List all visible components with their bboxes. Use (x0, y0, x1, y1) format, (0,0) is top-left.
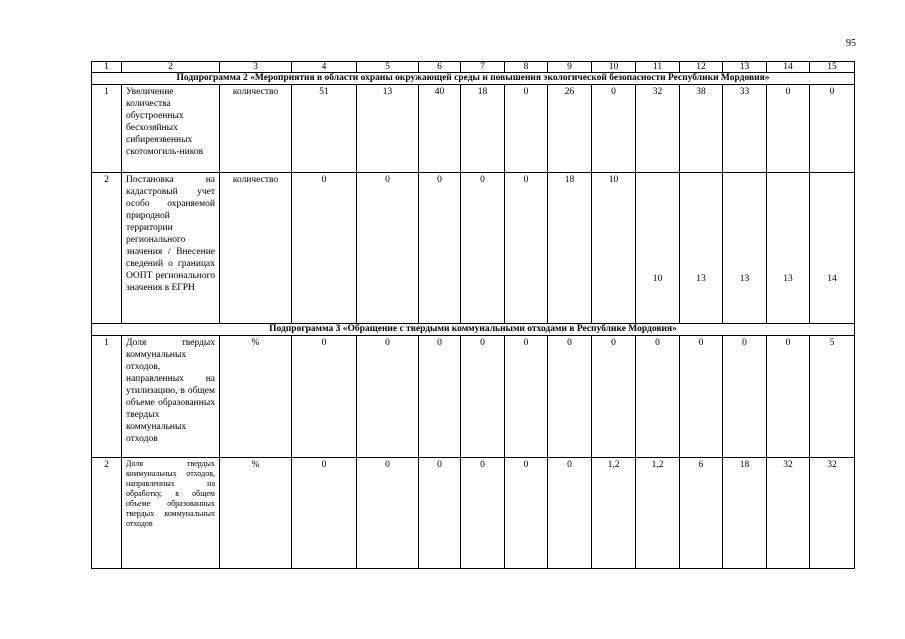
value-cell: 13 (680, 173, 723, 324)
header-cell: 2 (122, 62, 220, 73)
value-cell: 0 (723, 336, 767, 458)
value-cell: 0 (505, 85, 548, 173)
header-cell: 1 (92, 62, 122, 73)
value-cell: 18 (548, 173, 592, 324)
value-cell: 13 (767, 173, 810, 324)
value-cell: 26 (548, 85, 592, 173)
value-cell: 10 (592, 173, 636, 324)
value-cell: 0 (292, 173, 357, 324)
section-title: Подпрограмма 2 «Мероприятия в области охраны окружающей среды и повышения экологической безопасности Республики Мордовия» (92, 73, 855, 85)
value-cell: 10 (636, 173, 680, 324)
value-cell: 0 (767, 85, 810, 173)
value-cell: 32 (810, 458, 855, 569)
value-cell: 13 (723, 173, 767, 324)
section-title-row (92, 73, 855, 85)
unit-cell: % (220, 336, 292, 458)
header-cell: 3 (220, 62, 292, 73)
header-cell: 13 (723, 62, 767, 73)
row-number: 1 (92, 85, 122, 173)
value-cell: 18 (461, 85, 505, 173)
value-cell: 32 (767, 458, 810, 569)
header-cell: 15 (810, 62, 855, 73)
header-cell: 4 (292, 62, 357, 73)
row-number: 2 (92, 173, 122, 324)
value-cell: 0 (592, 85, 636, 173)
header-cell: 8 (505, 62, 548, 73)
value-cell: 1,2 (592, 458, 636, 569)
table-row (92, 173, 855, 324)
value-cell: 0 (357, 173, 419, 324)
value-cell: 13 (357, 85, 419, 173)
value-cell: 0 (419, 458, 461, 569)
value-cell: 38 (680, 85, 723, 173)
header-cell: 12 (680, 62, 723, 73)
value-cell: 0 (419, 336, 461, 458)
value-cell: 14 (810, 173, 855, 324)
indicator-name: Увеличение количества обустроенных бесхозяйных сибиреязвенных скотомогиль-ников (122, 85, 220, 173)
indicator-name: Доля твердых коммунальных отходов, направленных на утилизацию, в общем объеме образованных твердых коммунальных отходов (122, 336, 220, 458)
indicator-name: Постановка на кадастровый учет особо охраняемой природной территории регионального значения / Внесение сведений о границах ООПТ регионального значения в ЕГРН (122, 173, 220, 324)
value-cell: 1,2 (636, 458, 680, 569)
header-cell: 9 (548, 62, 592, 73)
unit-cell: % (220, 458, 292, 569)
page-number: 95 (846, 38, 856, 49)
header-cell: 10 (592, 62, 636, 73)
value-cell: 40 (419, 85, 461, 173)
value-cell: 0 (592, 336, 636, 458)
header-cell: 7 (461, 62, 505, 73)
value-cell: 0 (461, 458, 505, 569)
table-row (92, 85, 855, 173)
value-cell: 0 (548, 458, 592, 569)
header-cell: 5 (357, 62, 419, 73)
table-row (92, 458, 855, 569)
value-cell: 6 (680, 458, 723, 569)
header-cell: 11 (636, 62, 680, 73)
value-cell: 0 (461, 173, 505, 324)
value-cell: 0 (292, 336, 357, 458)
value-cell: 0 (505, 458, 548, 569)
value-cell: 0 (810, 85, 855, 173)
value-cell: 0 (505, 173, 548, 324)
value-cell: 0 (505, 336, 548, 458)
header-row (92, 62, 855, 73)
unit-cell: количество (220, 85, 292, 173)
value-cell: 5 (810, 336, 855, 458)
value-cell: 0 (767, 336, 810, 458)
value-cell: 18 (723, 458, 767, 569)
indicator-name: Доля твердых коммунальных отходов, направленных на обработку, в общем объеме образованных твердых коммунальных отходов (122, 458, 220, 569)
row-number: 2 (92, 458, 122, 569)
value-cell: 0 (636, 336, 680, 458)
table-row (92, 336, 855, 458)
value-cell: 51 (292, 85, 357, 173)
header-cell: 6 (419, 62, 461, 73)
header-cell: 14 (767, 62, 810, 73)
value-cell: 0 (419, 173, 461, 324)
section-title: Подпрограмма 3 «Обращение с твердыми коммунальными отходами в Республике Мордовия» (92, 324, 855, 336)
value-cell: 0 (548, 336, 592, 458)
row-number: 1 (92, 336, 122, 458)
value-cell: 0 (292, 458, 357, 569)
indicators-table (91, 61, 855, 569)
value-cell: 0 (357, 458, 419, 569)
unit-cell: количество (220, 173, 292, 324)
section-title-row (92, 324, 855, 336)
value-cell: 32 (636, 85, 680, 173)
value-cell: 0 (680, 336, 723, 458)
value-cell: 33 (723, 85, 767, 173)
value-cell: 0 (461, 336, 505, 458)
value-cell: 0 (357, 336, 419, 458)
